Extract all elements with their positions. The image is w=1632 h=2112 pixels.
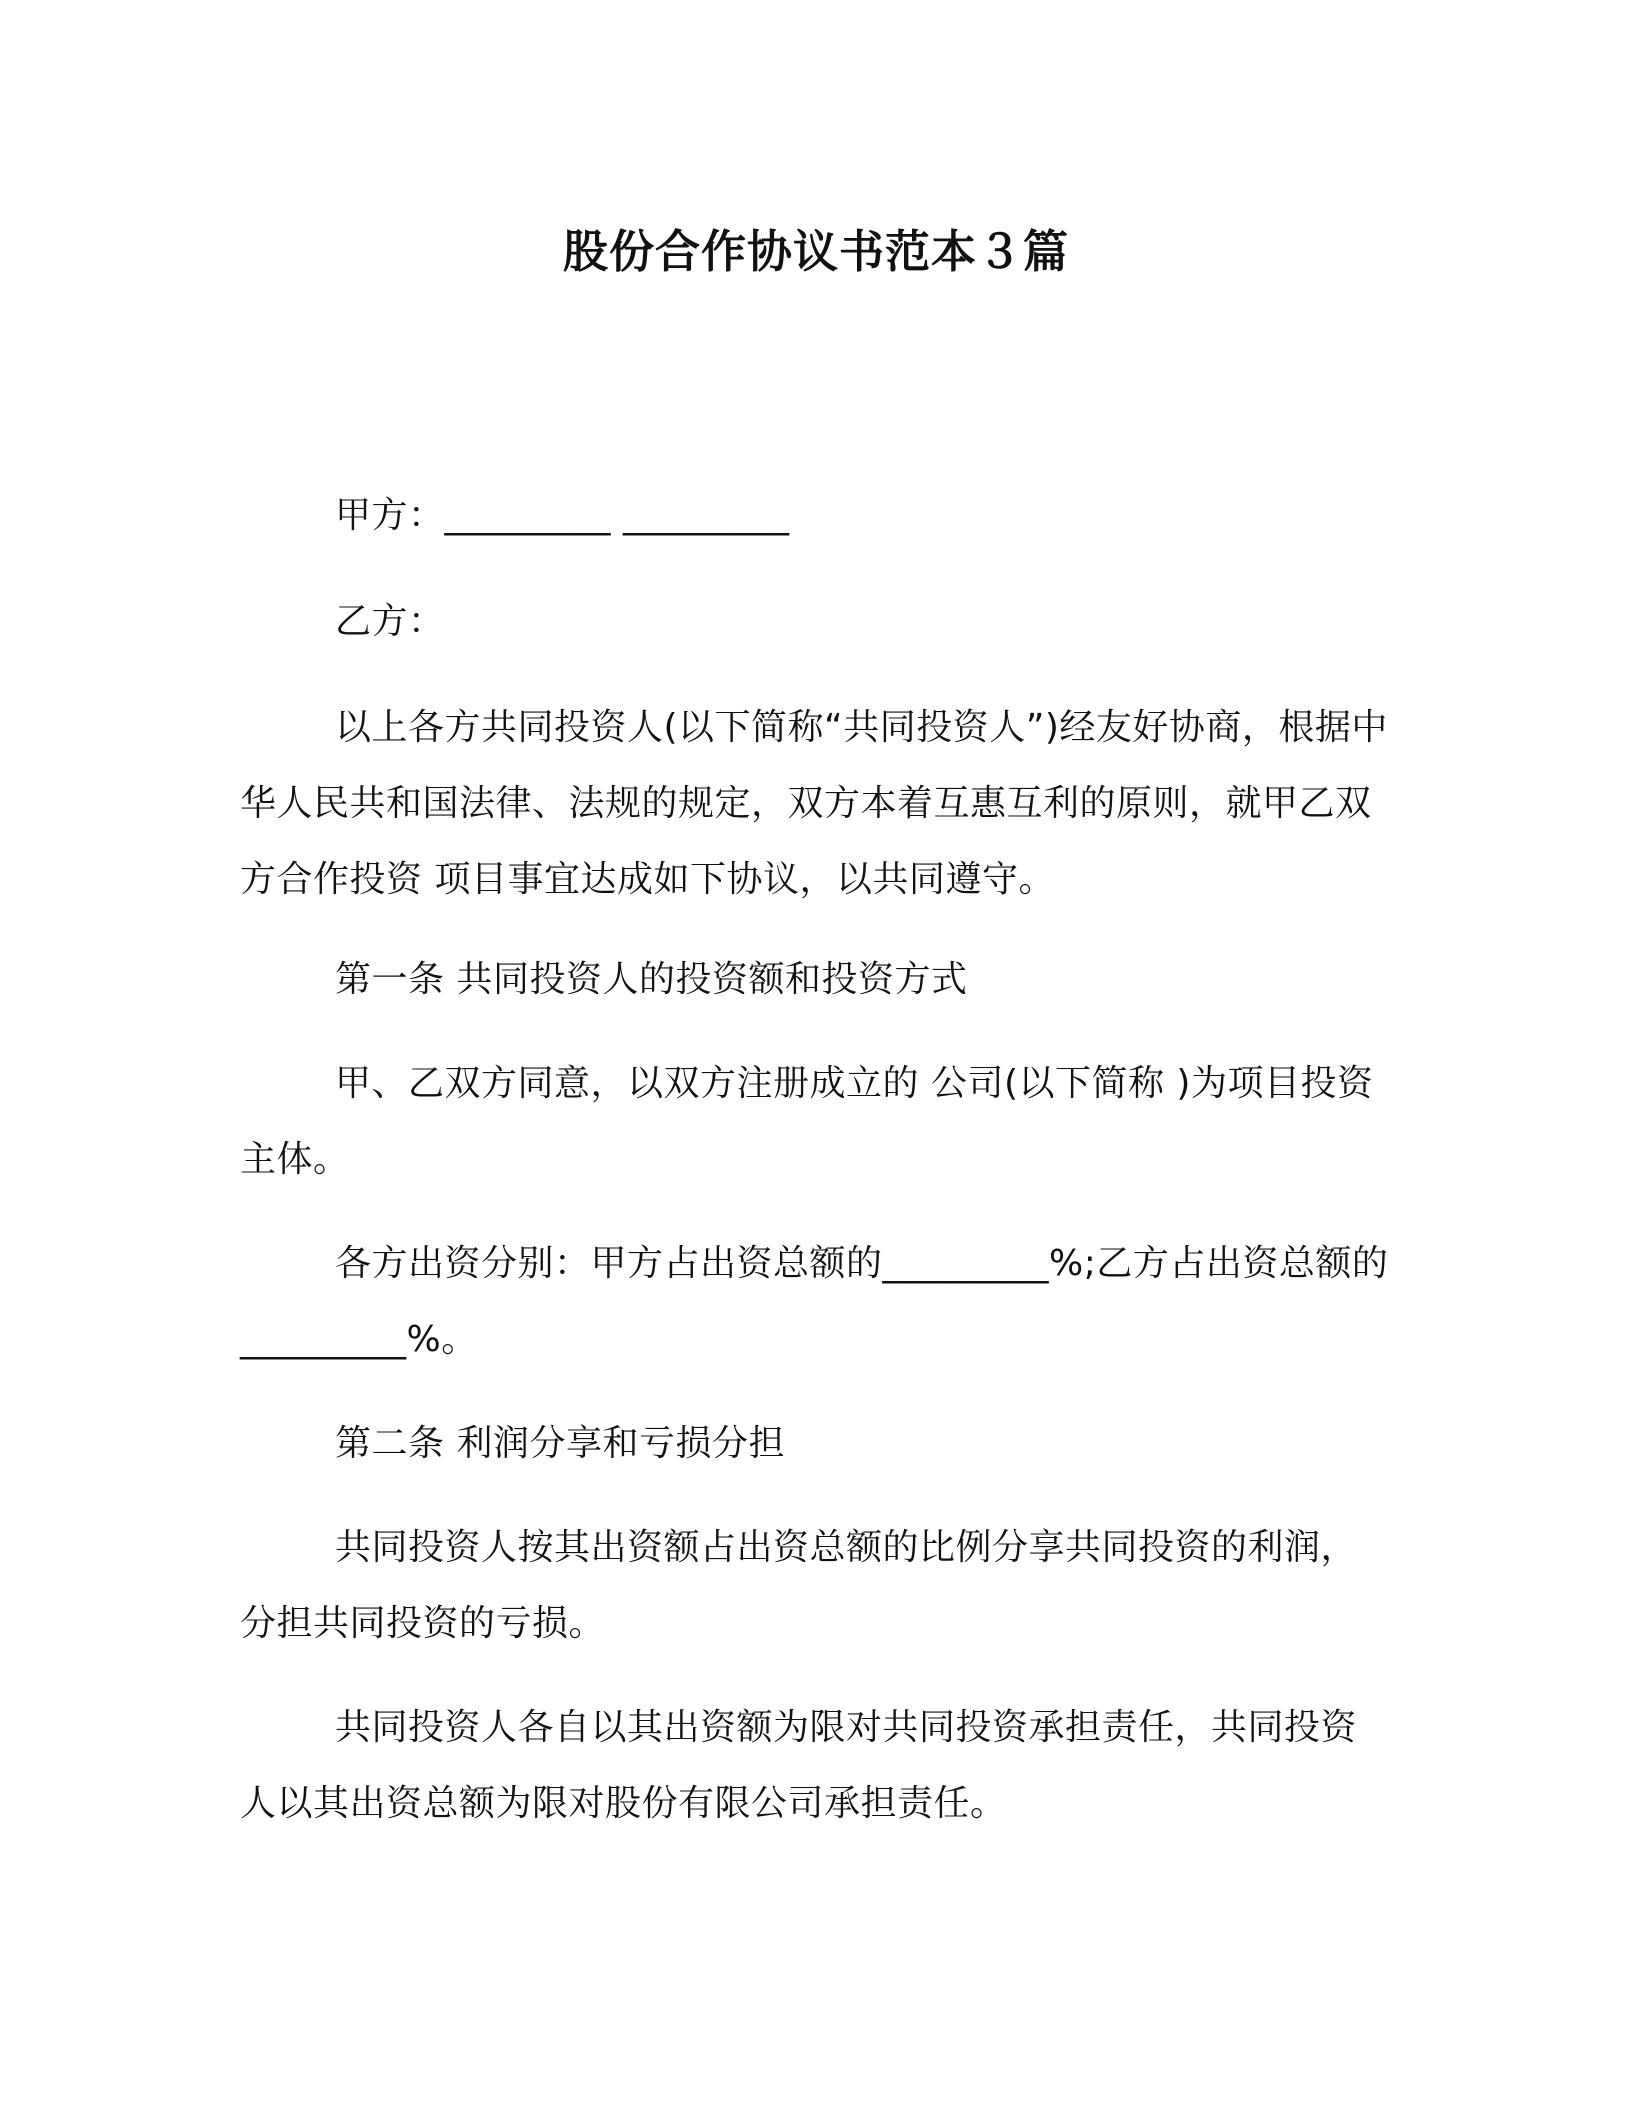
article-1-heading: 第一条 共同投资人的投资额和投资方式 (335, 959, 968, 1000)
party-b-line: 乙方： (335, 601, 445, 642)
article-2-paragraph-1: 共同投资人按其出资额占出资总额的比例分享共同投资的利润，分担共同投资的亏损。 (240, 1527, 1358, 1644)
party-a-line: 甲方：_________ _________ (335, 495, 790, 536)
article-1-paragraph-1: 甲、乙双方同意，以双方注册成立的 公司(以下简称 )为项目投资主体。 (240, 1063, 1374, 1180)
article-1-paragraph-2: 各方出资分别：甲方占出资总额的_________%;乙方占出资总额的_________%。 (240, 1243, 1389, 1360)
intro-paragraph: 以上各方共同投资人(以下简称“共同投资人”)经友好协商，根据中华人民共和国法律、法规的规定，双方本着互惠互利的原则，就甲乙双方合作投资 项目事宜达成如下协议，以共同遵守。 (240, 707, 1388, 900)
article-2-paragraph-2: 共同投资人各自以其出资额为限对共同投资承担责任，共同投资人以其出资总额为限对股份有限公司承担责任。 (240, 1707, 1358, 1824)
article-2-heading: 第二条 利润分享和亏损分担 (335, 1423, 785, 1464)
document-title: 股份合作协议书范本３篇 (562, 225, 1069, 278)
